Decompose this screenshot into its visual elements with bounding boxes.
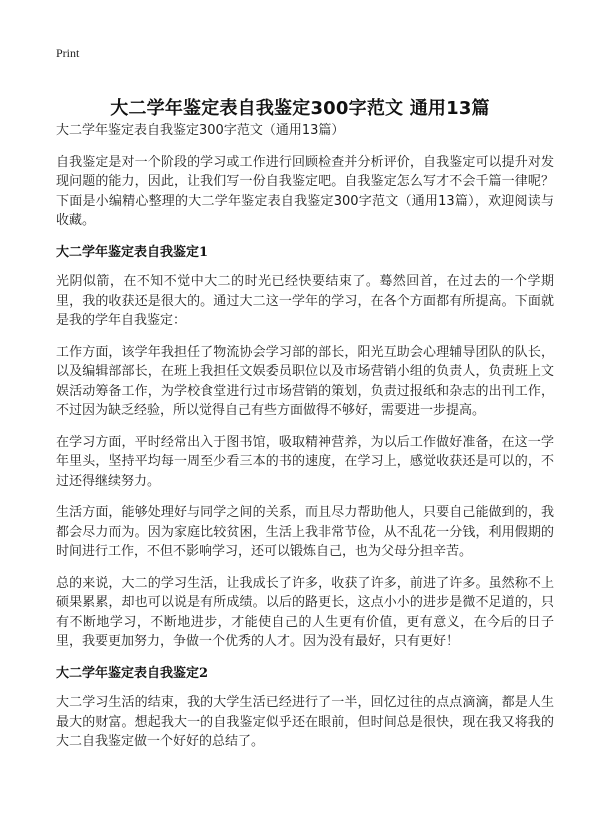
document-subtitle: 大二学年鉴定表自我鉴定300字范文（通用13篇） (56, 123, 345, 138)
section-paragraph: 在学习方面，平时经常出入于图书馆，吸取精神营养，为以后工作做好准备，在这一学年里头，坚持平均每一周至少看三本的书的速度，在学习上，感觉收获还是可以的，不过还得继续努力。 (56, 434, 554, 489)
section-paragraph: 光阴似箭，在不知不觉中大二的时光已经快要结束了。蓦然回首，在过去的一个学期里，我的收获还是很大的。通过大二这一学年的学习，在各个方面都有所提高。下面就是我的学年自我鉴定： (56, 274, 554, 328)
section-heading: 大二学年鉴定表自我鉴定2 (56, 665, 209, 681)
section-heading: 大二学年鉴定表自我鉴定1 (56, 244, 209, 260)
section-paragraph: 生活方面，能够处理好与同学之间的关系，而且尽力帮助他人，只要自己能做到的，我都会尽力而为。因为家庭比较贫困，生活上我非常节俭，从不乱花一分钱，利用假期的时间进行工作，不但不影响学习，还可以锻炼自己，也为父母分担辛苦。 (56, 505, 554, 559)
print-label: Print (56, 46, 80, 60)
section-paragraph: 大二学习生活的结束，我的大学生活已经进行了一半，回忆过往的点点滴滴，都是人生最大的财富。想起我大一的自我鉴定似乎还在眼前，但时间总是很快，现在我又将我的大二自我鉴定做一个好好的总结了。 (56, 695, 554, 749)
document-body (56, 121, 554, 764)
intro-paragraph: 自我鉴定是对一个阶段的学习或工作进行回顾检查并分析评价，自我鉴定可以提升对发现问题的能力，因此，让我们写一份自我鉴定吧。自我鉴定怎么写才不会千篇一律呢？下面是小编精心整理的大二学年鉴定表自我鉴定300字范文（通用13篇），欢迎阅读与收藏。 (56, 154, 554, 228)
section-paragraph: 工作方面，该学年我担任了物流协会学习部的部长，阳光互助会心理辅导团队的队长，以及编辑部部长，在班上我担任文娱委员职位以及市场营销小组的负责人，负责班上文娱活动筹备工作，为学校食堂进行过市场营销的策划，负责过报纸和杂志的出刊工作，不过因为缺乏经验，所以觉得自己有些方面做得不够好，需要进一步提高。 (56, 344, 554, 418)
section-paragraph: 总的来说，大二的学习生活，让我成长了许多，收获了许多，前进了许多。虽然称不上硕果累累，却也可以说是有所成绩。以后的路更长，这点小小的进步是微不足道的，只有不断地学习，不断地进步，才能使自己的人生更有价值，更有意义，在今后的日子里，我要更加努力，争做一个优秀的人才。因为没有最好，只有更好！ (56, 575, 554, 649)
page-title: 大二学年鉴定表自我鉴定300字范文 通用13篇 (110, 98, 490, 120)
